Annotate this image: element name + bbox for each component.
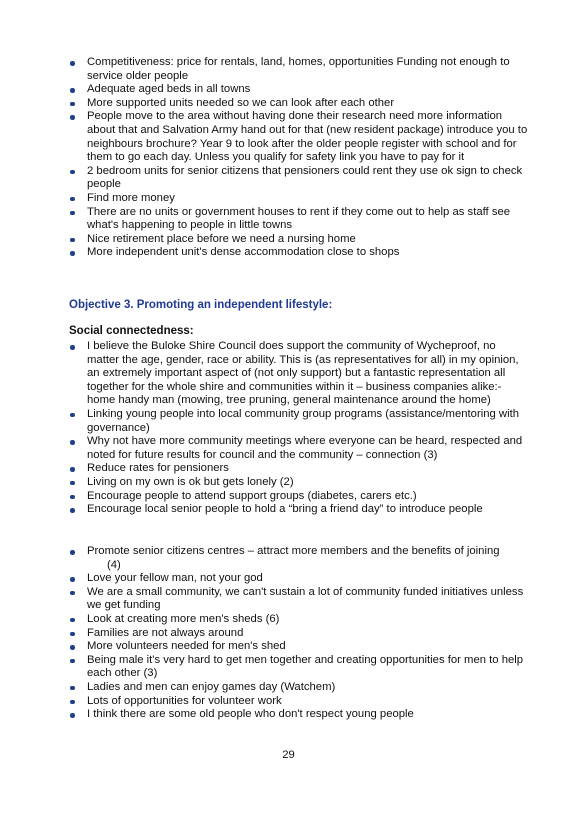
list-item-count: (4) [107, 558, 121, 571]
list-item [69, 545, 529, 572]
list-item: Look at creating more men's sheds (6) [69, 613, 529, 627]
list-item: I believe the Buloke Shire Council does support the community of Wycheproof, no matter the age, gender, race or ability. This is (as representatives for all) in my opinion, an extremely important aspect of (not only support) but a fantastic representation all together for the whole shire and communities within it – business companies alike:- home handy man (mowing, tree pruning, general maintenance around the home) [69, 340, 529, 408]
list-item: Ladies and men can enjoy games day (Watchem) [69, 681, 529, 695]
list-item: Being male it's very hard to get men together and creating opportunities for men to help each other (3) [69, 654, 529, 681]
list-item: I think there are some old people who don't respect young people [69, 708, 529, 722]
list-item: Love your fellow man, not your god [69, 572, 529, 586]
list-item: Find more money [69, 192, 529, 206]
list-item: Reduce rates for pensioners [69, 462, 529, 476]
list-item: Encourage local senior people to hold a “bring a friend day” to introduce people [69, 503, 529, 517]
list-item: We are a small community, we can't sustain a lot of community funded initiatives unless we get funding [69, 586, 529, 613]
list-item: Linking young people into local community group programs (assistance/mentoring with governance) [69, 408, 529, 435]
list-item: More supported units needed so we can look after each other [69, 97, 529, 111]
bullet-list-housing [69, 56, 529, 260]
list-item: Encourage people to attend support groups (diabetes, carers etc.) [69, 490, 529, 504]
list-item: Adequate aged beds in all towns [69, 83, 529, 97]
list-item: People move to the area without having done their research need more information about that and Salvation Army hand out for that (new resident package) introduce you to neighbours brochure? Year 9 to look after the older people register with school and for them to go each day. Unless you qualify for safety link you have to pay for it [69, 110, 529, 164]
page-number: 29 [282, 749, 295, 761]
list-item-text: Promote senior citizens centres – attract more members and the benefits of joining [87, 545, 500, 557]
list-item: Why not have more community meetings where everyone can be heard, respected and noted for future results for council and the community – connection (3) [69, 435, 529, 462]
list-item: More independent unit's dense accommodation close to shops [69, 246, 529, 260]
section-subheading: Social connectedness: [69, 325, 194, 337]
list-item: 2 bedroom units for senior citizens that pensioners could rent they use ok sign to check people [69, 165, 529, 192]
list-item: Living on my own is ok but gets lonely (2) [69, 476, 529, 490]
list-item: Families are not always around [69, 627, 529, 641]
list-item: Lots of opportunities for volunteer work [69, 695, 529, 709]
list-item: Competitiveness: price for rentals, land, homes, opportunities Funding not enough to service older people [69, 56, 529, 83]
list-item: More volunteers needed for men's shed [69, 640, 529, 654]
bullet-list-social-continued [69, 545, 529, 722]
list-item: Nice retirement place before we need a nursing home [69, 233, 529, 247]
bullet-list-social [69, 340, 529, 517]
objective-heading: Objective 3. Promoting an independent lifestyle: [69, 299, 333, 311]
list-item: There are no units or government houses to rent if they come out to help as staff see what's happening to people in little towns [69, 206, 529, 233]
